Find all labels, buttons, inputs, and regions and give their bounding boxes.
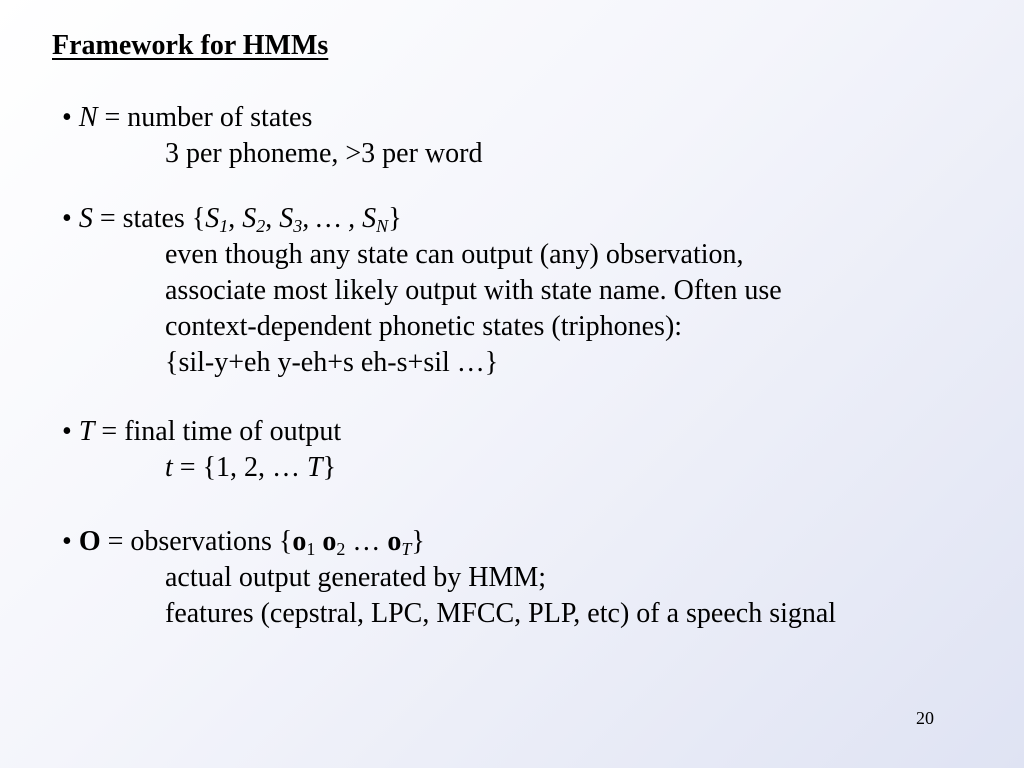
slide-title: Framework for HMMs <box>52 30 329 61</box>
symbol-n: N <box>78 102 98 133</box>
obs-ot: $o_T$ <box>387 526 412 559</box>
obs-ellipsis: … <box>345 526 388 557</box>
bullet-n-heading <box>62 100 482 136</box>
state-s2: $S_2$ <box>242 203 266 236</box>
bullet-marker: • <box>62 102 72 133</box>
bullet-s <box>62 201 782 381</box>
page-number: 20 <box>916 708 934 728</box>
equals-sign: = <box>100 526 131 557</box>
bullet-t-label: final time of output <box>124 416 342 447</box>
bullet-marker: • <box>62 526 72 557</box>
equals-sign: = <box>92 203 123 234</box>
obs-o2: $o_2$ <box>322 526 346 559</box>
equals-sign: = <box>97 102 128 133</box>
bullet-s-heading: • S = states {$S_1$, $S_2$, $S_3$, … , $S_N$} <box>62 203 402 236</box>
bullet-marker: • <box>62 203 72 234</box>
bullet-t-heading <box>62 414 341 450</box>
bullet-n-detail: 3 per phoneme, >3 per word <box>165 138 483 169</box>
bullet-s-detail-3: context-dependent phonetic states (triphones): <box>165 311 683 342</box>
bullet-o-detail-2: features (cepstral, LPC, MFCC, PLP, etc) of a speech signal <box>165 598 837 629</box>
triphone-example: {sil-y+eh y-eh+s eh-s+sil …} <box>165 347 499 378</box>
symbol-s: S <box>78 203 93 234</box>
bullet-s-label: states { <box>122 203 206 234</box>
bullet-o-label: observations { <box>130 526 293 557</box>
bullet-n-label: number of states <box>127 102 313 133</box>
state-s3: $S_3$ <box>279 203 303 236</box>
bullet-o-detail-1: actual output generated by HMM; <box>165 562 547 593</box>
bullet-t-detail: t = {1, 2, … T} <box>165 452 337 483</box>
symbol-o: O <box>78 526 101 557</box>
bullet-o-heading: • O = observations {$o_1$ $o_2$ … $o_T$} <box>62 526 425 559</box>
state-sn: $S_N$ <box>362 203 389 236</box>
bullet-o <box>62 524 836 632</box>
equals-sign: = <box>94 416 125 447</box>
bullet-s-detail-1: even though any state can output (any) observation, <box>165 239 744 270</box>
bullet-s-detail-2: associate most likely output with state name. Often use <box>165 275 782 306</box>
bullet-marker: • <box>62 416 72 447</box>
state-s1: $S_1$ <box>205 203 229 236</box>
symbol-t: T <box>78 416 95 447</box>
bullet-n <box>62 100 482 172</box>
bullet-t <box>62 414 341 486</box>
obs-o1: $o_1$ <box>292 526 316 559</box>
states-ellipsis: , … , <box>302 203 363 234</box>
